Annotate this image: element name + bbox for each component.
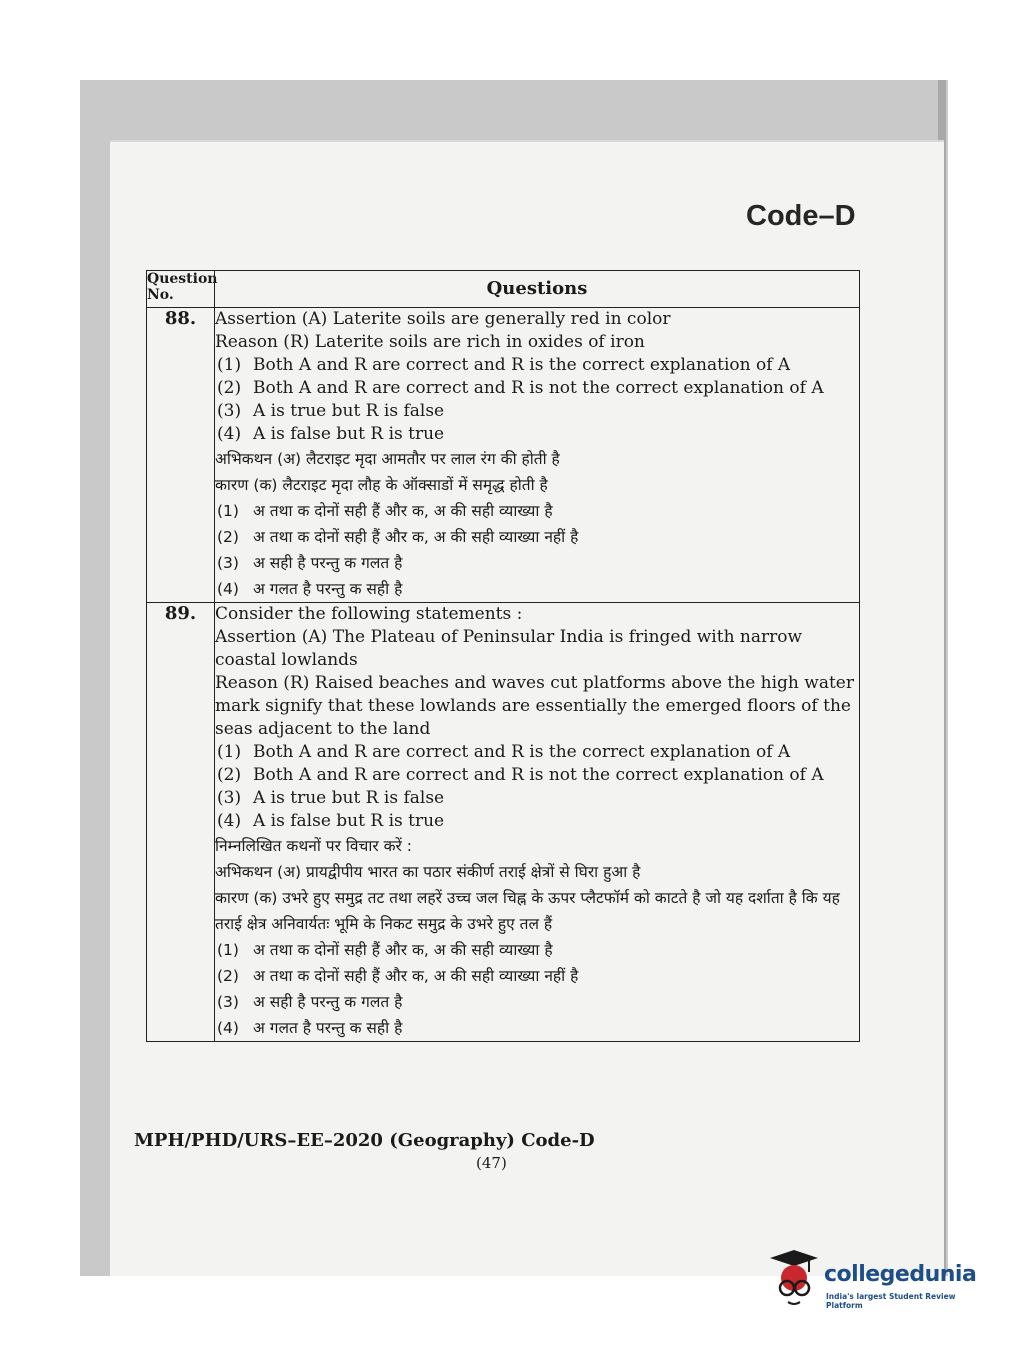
reason-text: Reason (R) Laterite soils are rich in oxides of iron	[215, 332, 645, 352]
graduate-mascot-icon	[764, 1248, 822, 1310]
question-row-89	[147, 603, 860, 1042]
hindi-option-3: (3) अ सही है परन्तु क गलत है	[217, 993, 403, 1011]
paper-code-title: Code–D	[746, 200, 856, 232]
question-number-header: Question No.	[147, 271, 215, 308]
hindi-option-4: (4) अ गलत है परन्तु क सही है	[217, 1019, 403, 1037]
question-number: 89.	[147, 603, 215, 1042]
option-3: (3) A is true but R is false	[217, 401, 445, 421]
option-2: (2) Both A and R are correct and R is not the correct explanation of A	[217, 378, 824, 398]
collegedunia-watermark	[764, 1248, 994, 1310]
question-row-88	[147, 308, 860, 603]
option-1: (1) Both A and R are correct and R is the correct explanation of A	[217, 742, 791, 762]
hindi-reason: कारण (क) लैटराइट मृदा लौह के ऑक्साडों में समृद्ध होती है	[215, 476, 548, 494]
hindi-assertion: अभिकथन (अ) लैटराइट मृदा आमतौर पर लाल रंग की होती है	[215, 450, 560, 468]
assertion-text: Assertion (A) Laterite soils are generally red in color	[215, 309, 671, 329]
hindi-assertion: अभिकथन (अ) प्रायद्वीपीय भारत का पठार संकीर्ण तराई क्षेत्रों से घिरा हुआ है	[215, 863, 641, 881]
questions-table	[146, 270, 860, 1042]
hindi-option-3: (3) अ सही है परन्तु क गलत है	[217, 554, 403, 572]
question-body	[215, 603, 860, 1042]
hindi-option-4: (4) अ गलत है परन्तु क सही है	[217, 580, 403, 598]
question-number: 88.	[147, 308, 215, 603]
question-body	[215, 308, 860, 603]
option-4: (4) A is false but R is true	[217, 811, 445, 831]
hindi-option-2: (2) अ तथा क दोनों सही हैं और क, अ की सही व्याख्या नहीं है	[217, 967, 579, 985]
hindi-reason: कारण (क) उभरे हुए समुद्र तट तथा लहरें उच्च जल चिह्न के ऊपर प्लैटफॉर्म को काटते है जो यह दर्शाता है कि यह तराई क्षेत्र अनिवार्यतः भूमि के निकट समुद्र के उभरे हुए तल हैं	[215, 889, 840, 933]
option-1: (1) Both A and R are correct and R is the correct explanation of A	[217, 355, 791, 375]
assertion-text: Assertion (A) The Plateau of Peninsular India is fringed with narrow coastal lowlands	[215, 627, 803, 670]
hindi-version	[215, 833, 859, 1041]
hindi-option-2: (2) अ तथा क दोनों सही हैं और क, अ की सही व्याख्या नहीं है	[217, 528, 579, 546]
hindi-intro: निम्नलिखित कथनों पर विचार करें :	[215, 837, 412, 855]
hindi-version	[215, 446, 859, 602]
hindi-option-1: (1) अ तथा क दोनों सही हैं और क, अ की सही व्याख्या है	[217, 502, 553, 520]
option-3: (3) A is true but R is false	[217, 788, 445, 808]
brand-tagline: India's largest Student Review Platform	[826, 1292, 956, 1310]
questions-header: Questions	[215, 271, 860, 308]
reason-text: Reason (R) Raised beaches and waves cut platforms above the high water mark signify that these lowlands are essentially the emerged floors of the seas adjacent to the land	[215, 673, 854, 739]
statement-intro: Consider the following statements :	[215, 604, 523, 624]
exam-footer: MPH/PHD/URS–EE–2020 (Geography) Code-D	[134, 1130, 595, 1151]
hindi-option-1: (1) अ तथा क दोनों सही हैं और क, अ की सही व्याख्या है	[217, 941, 553, 959]
option-2: (2) Both A and R are correct and R is not the correct explanation of A	[217, 765, 824, 785]
page-number: (47)	[476, 1154, 507, 1172]
brand-name: collegedunia	[824, 1262, 977, 1287]
option-4: (4) A is false but R is true	[217, 424, 445, 444]
